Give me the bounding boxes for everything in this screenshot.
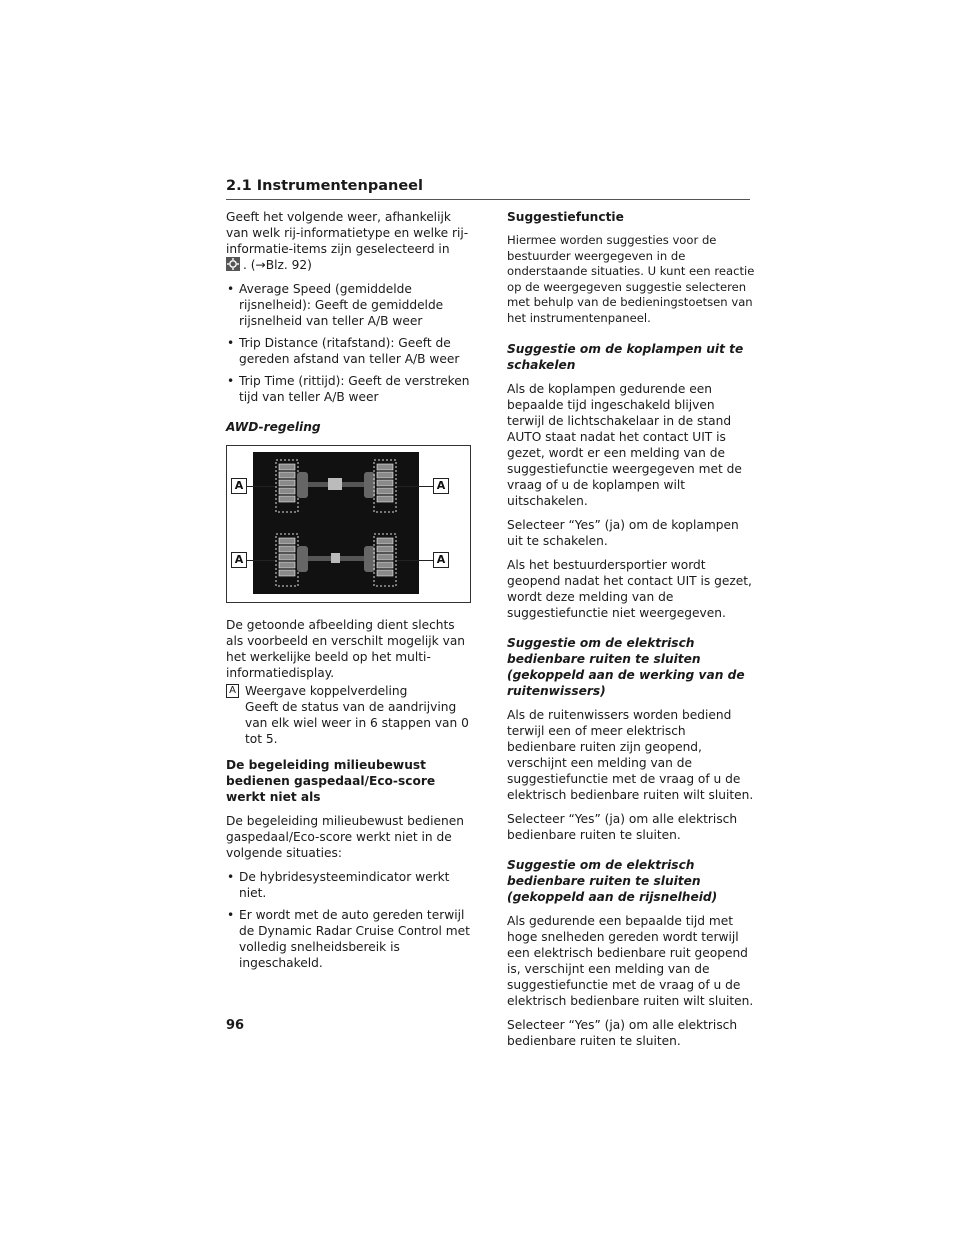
list-item: • Trip Time (rittijd): Geeft de verstreken tijd van teller A/B weer — [227, 374, 470, 404]
left-column — [226, 209, 474, 981]
page-number: 96 — [226, 1018, 245, 1033]
intro-text: Geeft het volgende weer, afhankelijk van welk rij-informatietype en welke rij-informatie-items zijn geselecteerd in — [226, 210, 469, 256]
callout-line — [397, 560, 433, 561]
awd-display — [253, 452, 419, 594]
callout-line — [397, 486, 433, 487]
paragraph: Als de ruitenwissers worden bediend terwijl een of meer elektrisch bedienbare ruiten zijn geopend, verschijnt een melding van de suggestiefunctie met de vraag of u de elektrisch bedienbare ruiten wilt sluiten. — [507, 707, 754, 802]
legend-a — [226, 683, 474, 747]
paragraph: Selecteer “Yes” (ja) om de koplampen uit te schakelen. — [507, 517, 739, 548]
awd-wheel-diagram — [253, 452, 419, 594]
rear-right-torque-meter — [374, 534, 396, 586]
rear-right-tire — [364, 546, 375, 572]
legend-title: Weergave koppelverdeling — [245, 684, 408, 698]
legend-key: A — [226, 684, 239, 698]
paragraph: Als gedurende een bepaalde tijd met hoge snelheden gereden wordt terwijl een elektrisch bedienbare ruit geopend is, verschijnt een melding van de suggestiefunctie met de vraag of u de elektrisch bedienbare ruiten wilt sluiten. — [507, 913, 754, 1008]
list-item: • Trip Distance (ritafstand): Geeft de gereden afstand van teller A/B weer — [227, 336, 460, 366]
front-right-tire — [364, 472, 375, 498]
eco-heading: De begeleiding milieubewust bedienen gaspedaal/Eco-score werkt niet als — [226, 758, 436, 804]
front-differential — [328, 478, 342, 490]
intro-paragraph — [226, 209, 474, 273]
figure-caption: De getoonde afbeelding dient slechts als voorbeeld en verschilt mogelijk van het werkelijke beeld op het multi-informatiedisplay. — [226, 618, 466, 680]
section-windows-speed — [507, 857, 755, 1049]
header-divider — [226, 199, 750, 200]
paragraph: Selecteer “Yes” (ja) om alle elektrisch bedienbare ruiten te sluiten. — [507, 1017, 738, 1048]
awd-figure — [226, 445, 471, 603]
callout-a-front-right: A — [433, 478, 449, 494]
list-item: • Average Speed (gemiddelde rijsnelheid): Geeft de gemiddelde rijsnelheid van teller A/B weer — [227, 282, 444, 328]
section-windows-wipers — [507, 635, 755, 843]
rear-left-torque-meter — [276, 534, 298, 586]
section-headlights — [507, 341, 755, 621]
callout-line — [247, 560, 275, 561]
rear-differential — [331, 553, 340, 563]
gear-icon — [226, 257, 240, 271]
legend-description: Geeft de status van de aandrijving van elk wiel weer in 6 stappen van 0 tot 5. — [245, 700, 469, 746]
suggestion-heading: Suggestiefunctie — [507, 210, 624, 224]
intro-page-ref: . (→Blz. 92) — [243, 258, 312, 272]
front-left-torque-meter — [276, 460, 298, 512]
front-left-tire — [297, 472, 308, 498]
suggestion-intro: Hiermee worden suggesties voor de bestuurder weergegeven in de onderstaande situaties. U kunt een reactie op de weergegeven suggestie selecteren met behulp van de bedieningstoetsen van het instrumentenpaneel. — [507, 233, 755, 325]
trip-info-list — [226, 281, 474, 405]
paragraph: Als het bestuurdersportier wordt geopend nadat het contact UIT is gezet, wordt deze melding van de suggestiefunctie niet weergegeven. — [507, 557, 752, 620]
callout-a-rear-left: A — [231, 552, 247, 568]
section-title: Suggestie om de elektrisch bedienbare ruiten te sluiten (gekoppeld aan de rijsnelheid) — [507, 857, 718, 904]
paragraph: Als de koplampen gedurende een bepaalde tijd ingeschakeld blijven terwijl de lichtschakelaar in de stand AUTO staat nadat het contact UIT is gezet, wordt er een melding van de suggestiefunctie weergegeven met de vraag of u de koplampen wilt uitschakelen. — [507, 381, 742, 508]
callout-a-rear-right: A — [433, 552, 449, 568]
front-right-torque-meter — [374, 460, 396, 512]
list-item: • Er wordt met de auto gereden terwijl de Dynamic Radar Cruise Control met volledig snelheidsbereik is ingeschakeld. — [227, 908, 470, 970]
paragraph: Selecteer “Yes” (ja) om alle elektrisch bedienbare ruiten te sluiten. — [507, 811, 738, 842]
eco-list — [226, 869, 474, 971]
awd-heading: AWD-regeling — [226, 420, 321, 434]
right-column — [507, 209, 755, 1057]
section-title: Suggestie om de koplampen uit te schakelen — [507, 341, 744, 372]
section-title: 2.1 Instrumentenpaneel — [226, 178, 423, 194]
list-item: • De hybridesysteemindicator werkt niet. — [227, 870, 450, 900]
eco-intro: De begeleiding milieubewust bedienen gaspedaal/Eco-score werkt niet in de volgende situaties: — [226, 814, 464, 860]
callout-a-front-left: A — [231, 478, 247, 494]
rear-left-tire — [297, 546, 308, 572]
callout-line — [247, 486, 275, 487]
section-title: Suggestie om de elektrisch bedienbare ruiten te sluiten (gekoppeld aan de werking van de ruitenwissers) — [507, 635, 745, 698]
